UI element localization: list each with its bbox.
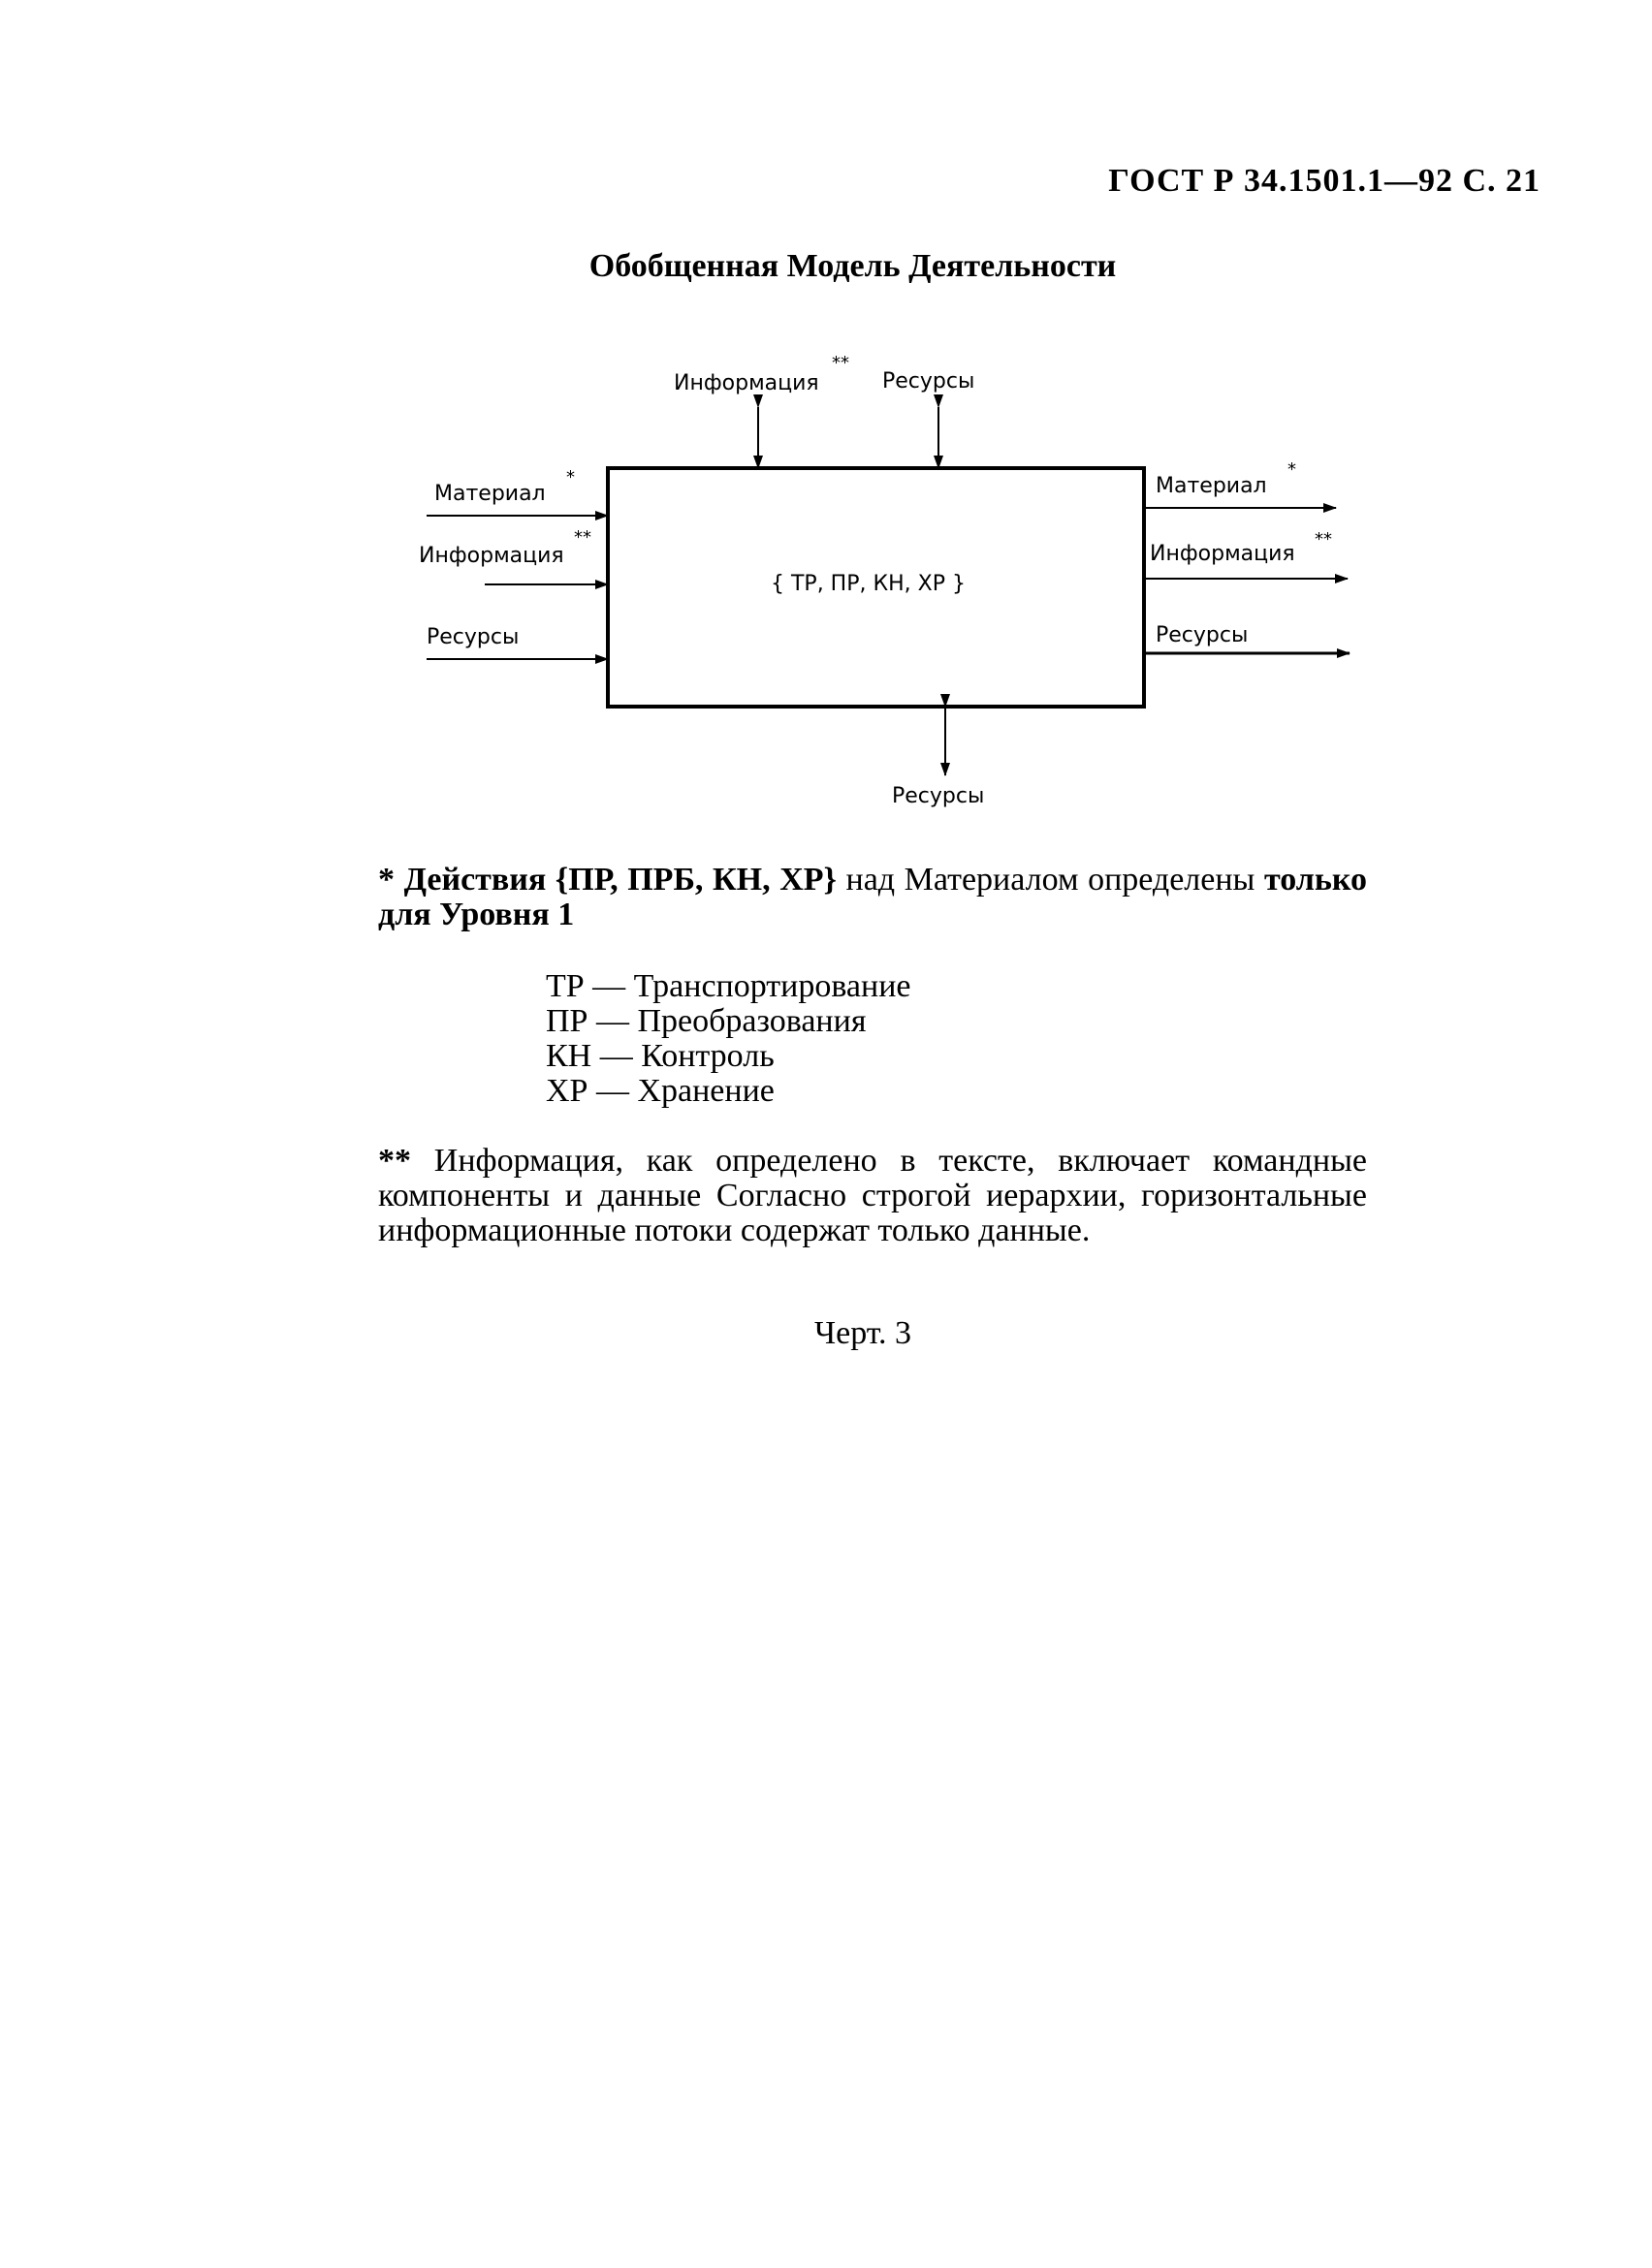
- top-resources-label: Ресурсы: [882, 369, 975, 394]
- right-info-mark: **: [1315, 529, 1332, 550]
- footnote-mark: **: [378, 1143, 411, 1179]
- footnote-material: [378, 863, 1367, 932]
- page-header: ГОСТ Р 34.1501.1—92 С. 21: [1108, 163, 1541, 199]
- top-info-mark: **: [832, 353, 849, 373]
- footnote-mark: *: [378, 862, 395, 898]
- bottom-resources-label: Ресурсы: [892, 784, 985, 808]
- footnote-text-c: только для Уровня 1: [378, 862, 1367, 932]
- box-text: { ТР, ПР, КН, ХР }: [771, 572, 966, 596]
- abbreviation-legend: [546, 969, 911, 1109]
- footnote-text: Информация, как определено в тексте, включает командные компоненты и данные Согласно строгой иерархии, горизонтальные информационные потоки содержат только данные.: [378, 1143, 1367, 1248]
- left-info-mark: **: [574, 527, 591, 548]
- right-resources-label: Ресурсы: [1156, 623, 1249, 647]
- left-resources-label: Ресурсы: [427, 625, 520, 649]
- figure-caption: Черт. 3: [814, 1315, 912, 1351]
- right-material-label: Материал: [1156, 474, 1267, 498]
- left-material-mark: *: [566, 467, 575, 488]
- legend-item: ПР — Преобразования: [546, 1003, 867, 1039]
- legend-item: КН — Контроль: [546, 1038, 775, 1074]
- left-material-label: Материал: [434, 482, 546, 506]
- right-info-label: Информация: [1150, 542, 1295, 566]
- left-info-label: Информация: [419, 544, 564, 568]
- top-info-label: Информация: [674, 371, 819, 395]
- legend-item: ТР — Транспортирование: [546, 968, 911, 1004]
- right-material-mark: *: [1287, 459, 1296, 480]
- legend-item: ХР — Хранение: [546, 1073, 775, 1109]
- footnote-text-b: над Материалом определены: [845, 862, 1264, 898]
- footnote-information: [378, 1144, 1367, 1248]
- diagram-title: Обобщенная Модель Деятельности: [588, 248, 1117, 284]
- footnote-text-a: Действия {ПР, ПРБ, КН, ХР}: [395, 862, 846, 898]
